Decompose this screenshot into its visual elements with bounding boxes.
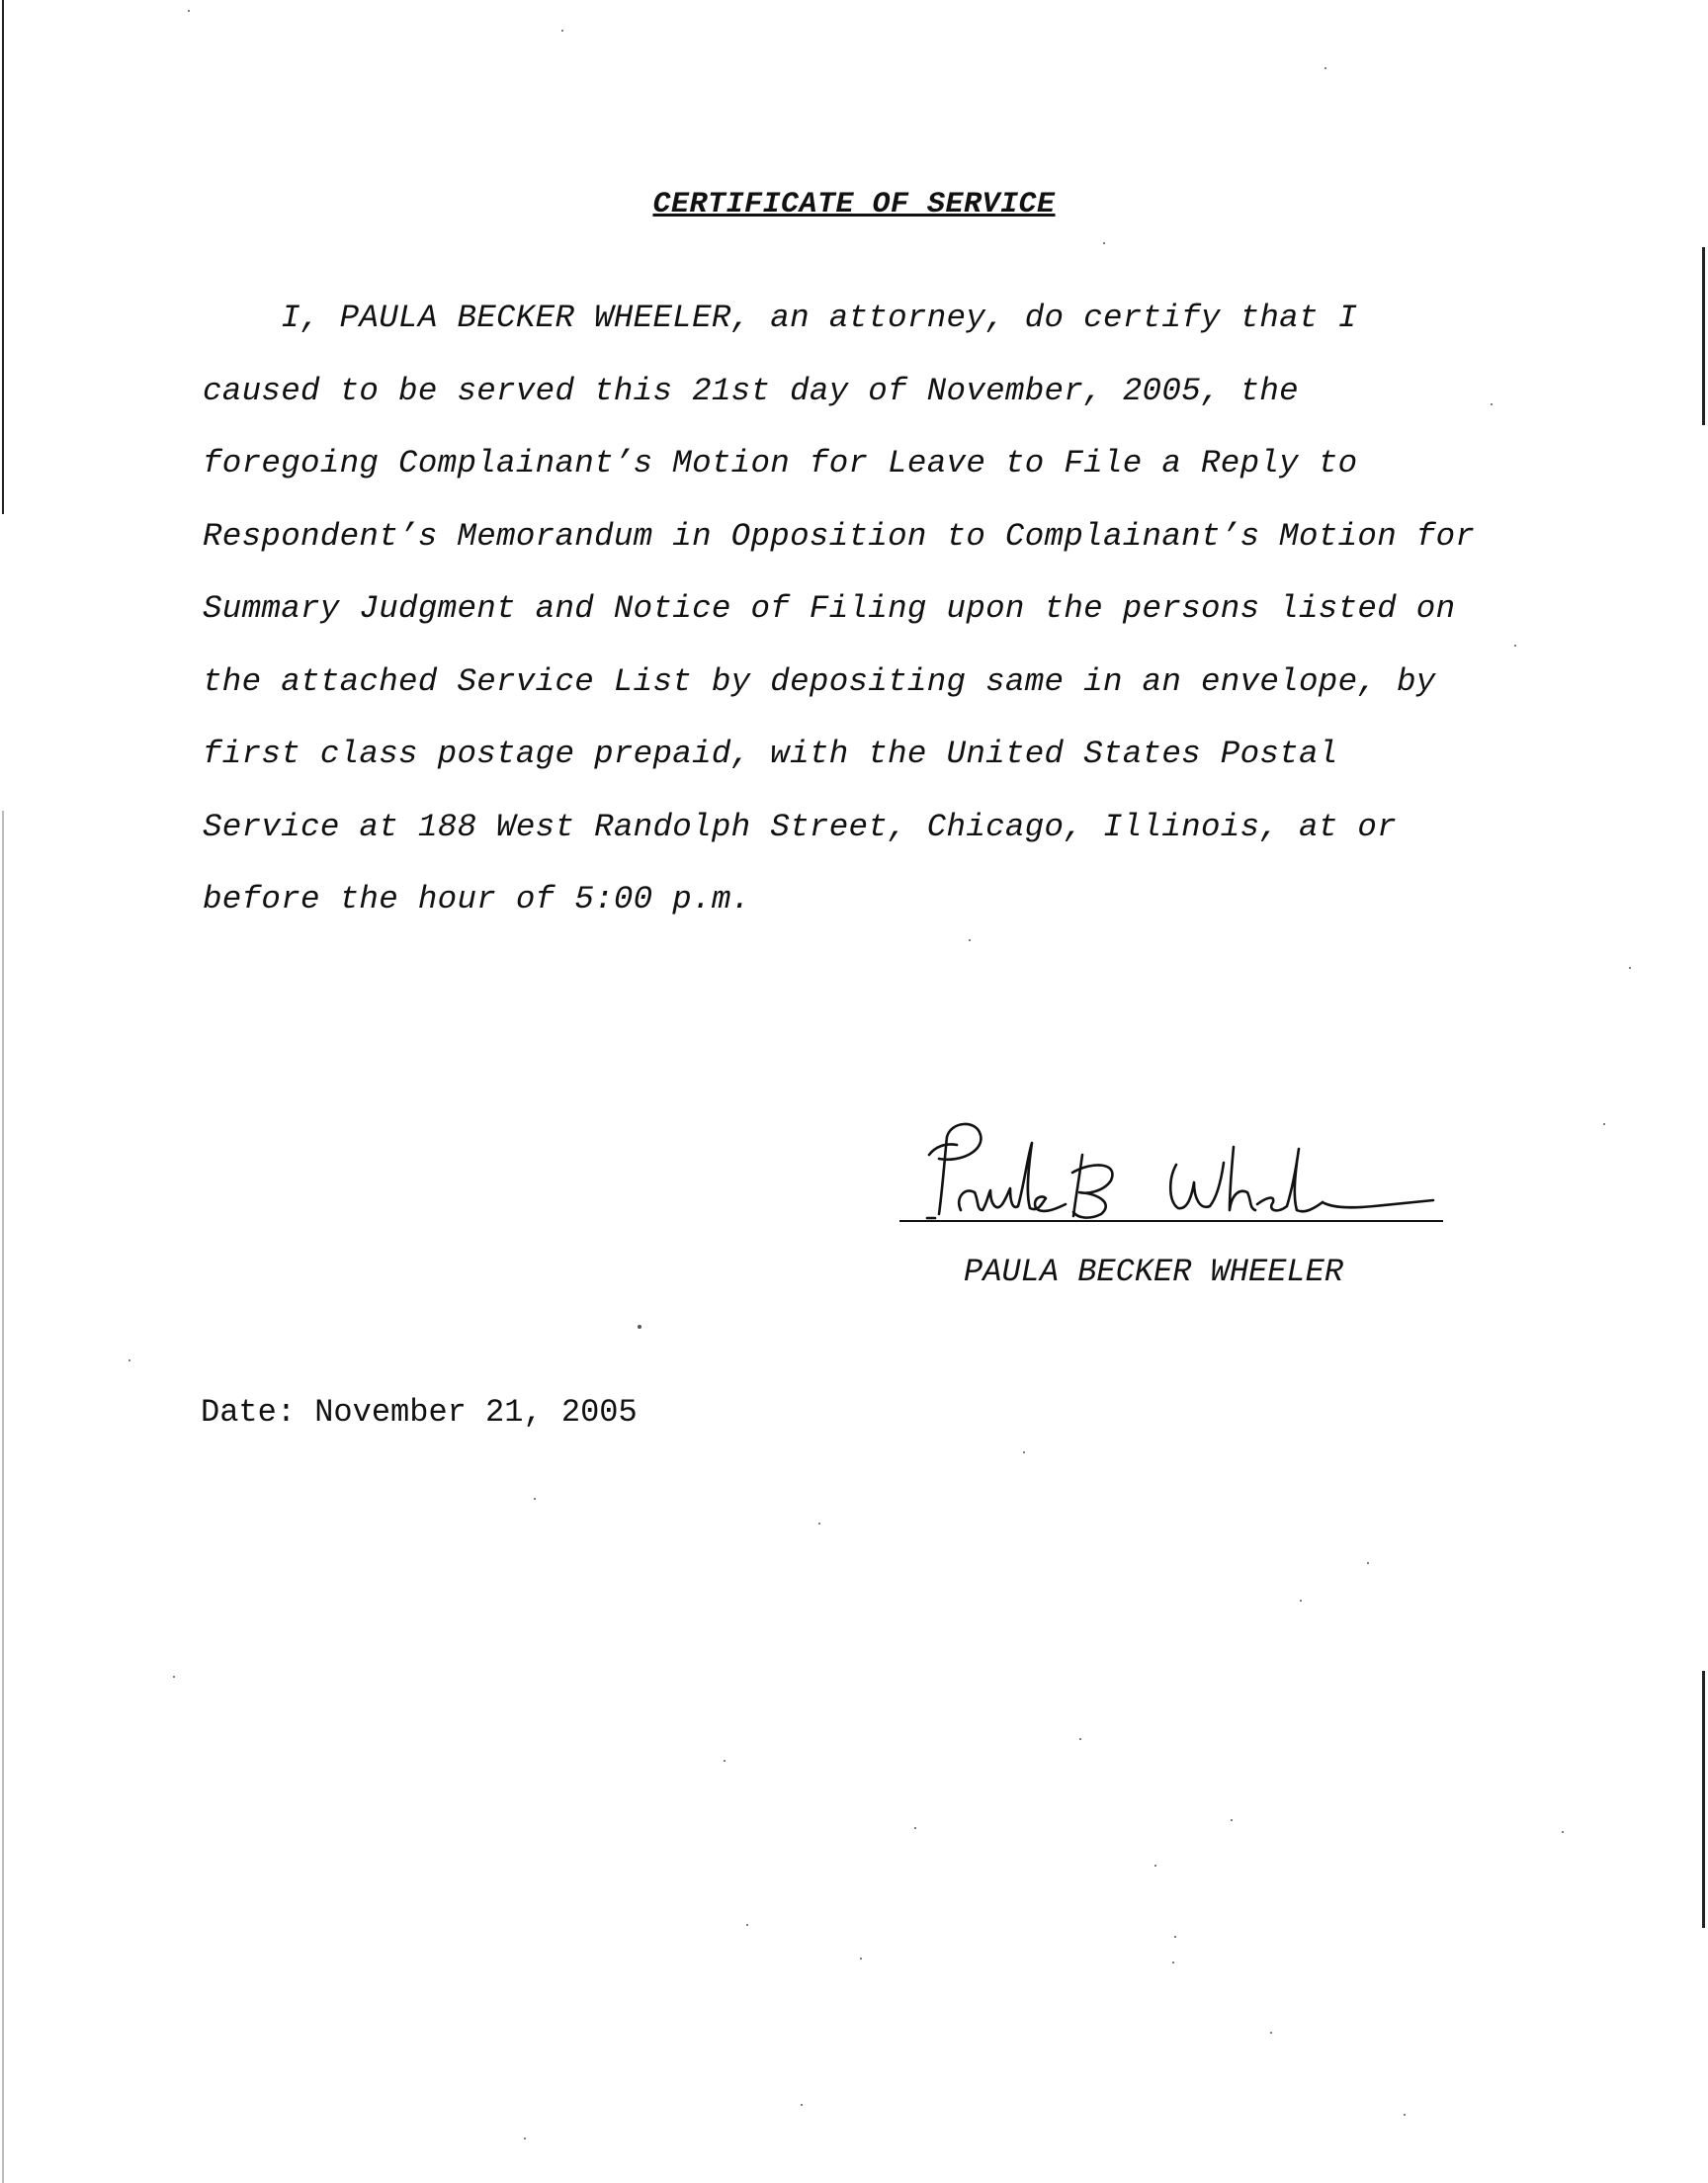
scan-speck bbox=[1367, 1562, 1369, 1564]
scan-speck bbox=[1629, 967, 1631, 969]
scan-speck bbox=[638, 1325, 641, 1329]
scan-speck bbox=[746, 1924, 748, 1926]
signature-drawing bbox=[899, 1115, 1453, 1224]
scan-speck bbox=[1172, 1962, 1174, 1964]
scan-speck bbox=[1300, 1600, 1302, 1602]
scan-speck bbox=[1103, 242, 1105, 244]
scan-speck bbox=[1324, 67, 1326, 69]
paragraph-line: caused to be served this 21st day of November, 2005, the bbox=[203, 372, 1299, 409]
scan-speck bbox=[1603, 1123, 1605, 1125]
signature-line bbox=[899, 1220, 1443, 1222]
scan-speck bbox=[534, 1498, 536, 1500]
scan-speck bbox=[914, 1827, 916, 1829]
scan-speck bbox=[1154, 1865, 1156, 1867]
scan-speck bbox=[724, 1760, 726, 1762]
scan-speck bbox=[860, 1958, 862, 1960]
scan-speck bbox=[524, 2138, 526, 2139]
scan-speck bbox=[818, 1523, 820, 1525]
paragraph-line: Summary Judgment and Notice of Filing upon the persons listed on bbox=[203, 590, 1456, 627]
paragraph-line: Service at 188 West Randolph Street, Chicago, Illinois, at or bbox=[203, 808, 1397, 845]
scan-speck bbox=[801, 2104, 803, 2106]
scan-speck bbox=[1270, 2032, 1272, 2034]
paragraph-line: Respondent’s Memorandum in Opposition to Complainant’s Motion for bbox=[203, 517, 1476, 555]
scan-speck bbox=[173, 1676, 175, 1678]
scan-edge-left-bottom bbox=[2, 811, 4, 2183]
scan-edge-right-upper bbox=[1702, 247, 1705, 425]
handwritten-signature bbox=[899, 1115, 1453, 1224]
scan-edge-right-lower bbox=[1702, 1671, 1705, 1928]
scan-speck bbox=[1231, 1819, 1233, 1821]
certificate-title: CERTIFICATE OF SERVICE bbox=[652, 188, 1056, 221]
paragraph-line: I, PAULA BECKER WHEELER, an attorney, do certify that I bbox=[203, 300, 1358, 336]
paragraph-line: the attached Service List by depositing same in an envelope, by bbox=[203, 662, 1436, 700]
scan-speck bbox=[1404, 2114, 1406, 2116]
paragraph-line: first class postage prepaid, with the United States Postal bbox=[203, 736, 1338, 772]
scan-speck bbox=[1174, 1936, 1176, 1938]
scan-speck bbox=[1023, 1451, 1025, 1453]
certification-paragraph bbox=[203, 299, 1527, 953]
document-date: Date: November 21, 2005 bbox=[201, 1394, 638, 1431]
paragraph-line: foregoing Complainant’s Motion for Leave to File a Reply to bbox=[203, 445, 1358, 481]
paragraph-line: before the hour of 5:00 p.m. bbox=[203, 881, 751, 917]
signatory-name: PAULA BECKER WHEELER bbox=[964, 1254, 1344, 1290]
scan-speck bbox=[1079, 1738, 1081, 1740]
scan-speck bbox=[128, 1359, 130, 1361]
scan-edge-left-top bbox=[2, 0, 4, 514]
scan-speck bbox=[561, 30, 563, 32]
scan-speck bbox=[1562, 1831, 1564, 1833]
scan-speck bbox=[188, 10, 190, 12]
